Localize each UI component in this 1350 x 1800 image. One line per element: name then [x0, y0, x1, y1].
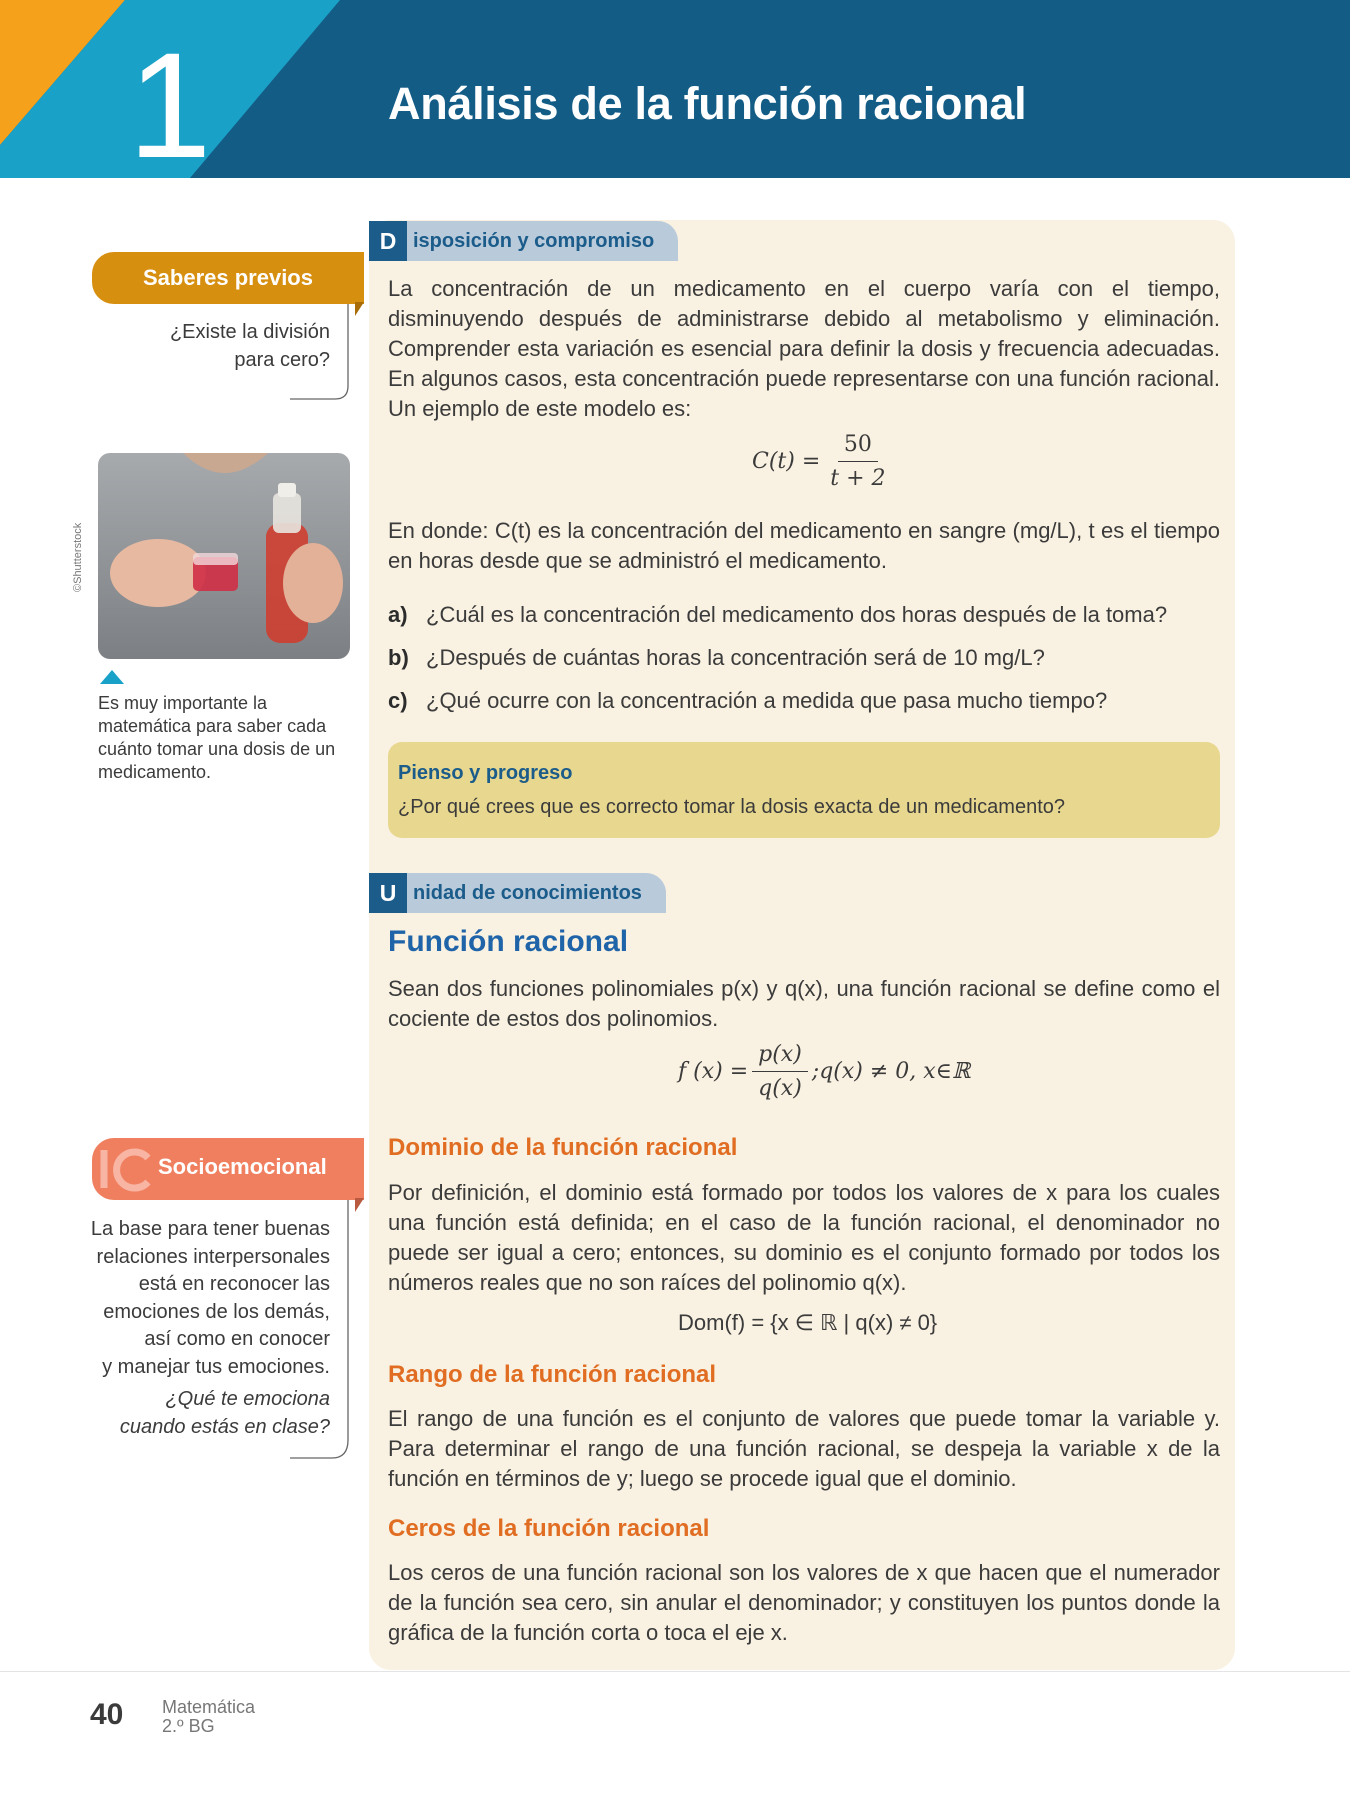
socio-fold: [355, 1198, 367, 1216]
socio-bracket: [290, 1200, 350, 1462]
footer-divider: [0, 1671, 1350, 1672]
saberes-previos-banner: Saberes previos: [92, 252, 364, 304]
page-header: [0, 0, 1350, 178]
pienso-y-progreso-box: [388, 742, 1220, 838]
photo-credit: ©Shutterstock: [72, 522, 84, 592]
pienso-question: ¿Por qué crees que es correcto tomar la dosis exacta de un medicamento?: [398, 796, 1066, 818]
unidad-tab: U nidad de conocimientos: [369, 873, 666, 913]
page-number: 40: [90, 1698, 124, 1731]
rational-function-formula: f (x) = $\frac{p(x)}{q(x)}$ ;q(x) ≠ 0, x∈ℝ: [678, 1042, 971, 1101]
ceros-text: Los ceros de una función racional son los valores de x que hacen que el numerador de la función sea cero, sin anular el denominador; y constituyen los puntos donde la gráfica de la función corta o toca el eje x.: [388, 1560, 1220, 1645]
disposicion-tab: D isposición y compromiso: [369, 221, 678, 261]
socioemocional-logo-icon: [98, 1146, 154, 1194]
saberes-fold: [355, 302, 367, 320]
question-item: b) ¿Después de cuántas horas la concentración será de 10 mg/L?: [388, 645, 1045, 670]
saberes-question: ¿Existe la división para cero?: [169, 321, 330, 371]
photo-caption: Es muy importante la matemática para saber cada cuánto tomar una dosis de un medicamento.: [98, 693, 336, 782]
socio-text: La base para tener buenas relaciones interpersonales está en reconocer las emociones de los demás, así como en conocer y manejar tus emociones.: [90, 1218, 330, 1378]
socio-question: ¿Qué te emociona cuando estás en clase?: [119, 1388, 330, 1438]
disposicion-intro: La concentración de un medicamento en el cuerpo varía con el tiempo, disminuyendo después de administrarse debido al metabolismo y eliminación. Comprender esta variación es esencial para definir la dosis y frecuencia adecuadas. En algunos casos, esta concentración puede representarse con una función racional. Un ejemplo de este modelo es:: [388, 276, 1220, 421]
concentration-formula: C(t) = $\frac{50}{t + 2}$: [752, 432, 886, 491]
caption-arrow-icon: [100, 670, 124, 684]
funcion-racional-heading: Función racional: [388, 925, 629, 958]
question-item: a) ¿Cuál es la concentración del medicamento dos horas después de la toma?: [388, 602, 1168, 627]
page-title: Análisis de la función racional: [388, 78, 1027, 129]
socioemocional-title: Socioemocional: [158, 1154, 327, 1179]
dominio-heading: Dominio de la función racional: [388, 1134, 738, 1161]
medicine-photo: [98, 453, 350, 659]
rango-text: El rango de una función es el conjunto de valores que puede tomar la variable y. Para determinar el rango de una función racional, se despeja la variable x de la función en términos de y; luego se procede igual que el dominio.: [388, 1406, 1220, 1491]
socioemocional-banner: [92, 1138, 364, 1200]
ceros-heading: Ceros de la función racional: [388, 1515, 710, 1542]
footer-subject: Matemática 2.º BG: [162, 1697, 256, 1736]
pienso-title: Pienso y progreso: [398, 762, 573, 784]
chapter-number: 1: [128, 21, 212, 178]
dominio-formula: Dom(f) = {x ∈ ℝ | q(x) ≠ 0}: [678, 1310, 938, 1335]
rango-heading: Rango de la función racional: [388, 1361, 717, 1388]
formula-explanation: En donde: C(t) es la concentración del medicamento en sangre (mg/L), t es el tiempo en horas desde que se administró el medicamento.: [388, 518, 1220, 573]
saberes-bracket: [290, 304, 350, 404]
definition-text: Sean dos funciones polinomiales p(x) y q(x), una función racional se define como el cociente de estos dos polinomios.: [388, 976, 1220, 1031]
dominio-text: Por definición, el dominio está formado por todos los valores de x para los cuales una función está definida; en el caso de la función racional, el denominador no puede ser igual a cero; entonces, su dominio es el conjunto formado por todos los números reales que no son raíces del polinomio q(x).: [388, 1180, 1220, 1295]
question-item: c) ¿Qué ocurre con la concentración a medida que pasa mucho tiempo?: [388, 688, 1108, 713]
